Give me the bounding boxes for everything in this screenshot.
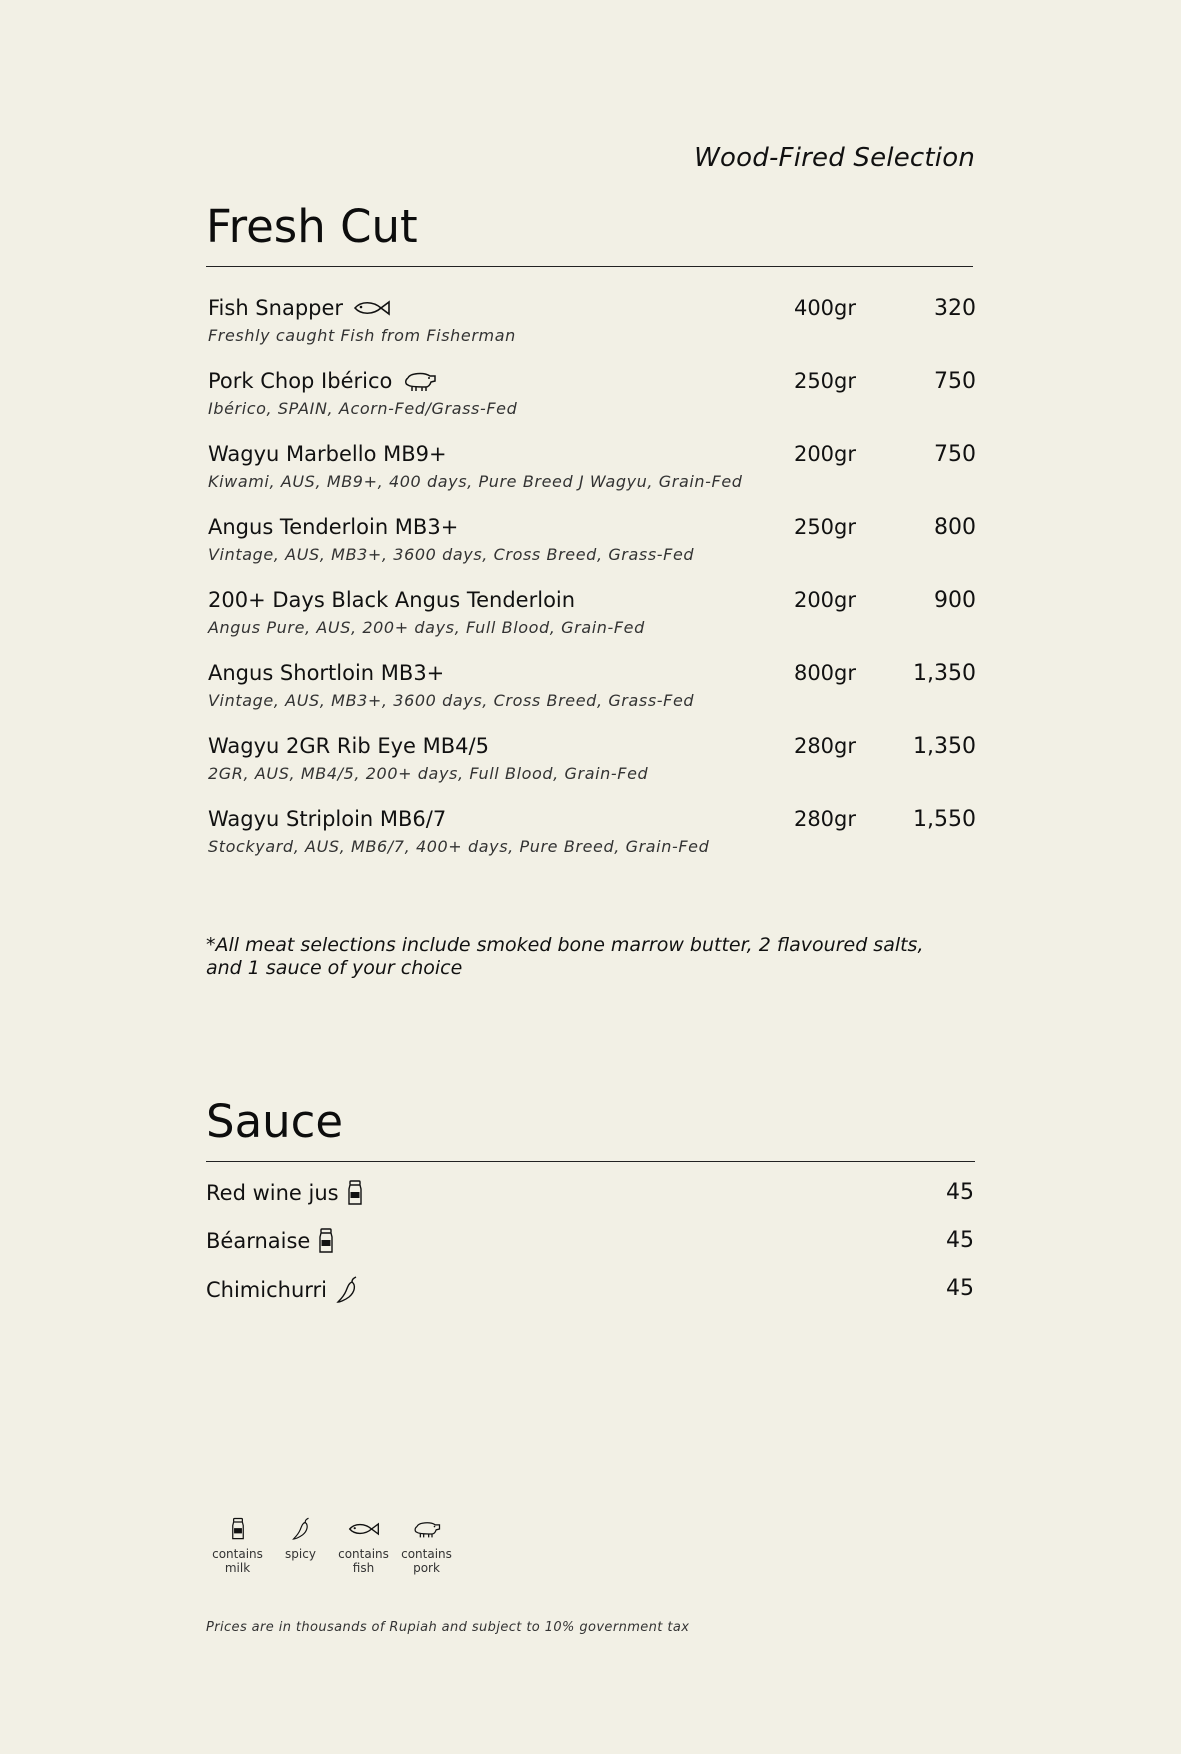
sauce-name: Chimichurri — [206, 1278, 327, 1302]
menu-item — [208, 515, 976, 575]
legend-label: spicy — [285, 1547, 316, 1561]
allergen-legend — [206, 1515, 458, 1575]
chili-icon — [335, 1276, 359, 1304]
item-price: 800 — [934, 515, 976, 540]
legend-item-milk — [206, 1515, 269, 1575]
item-name: Fish Snapper — [208, 296, 344, 320]
item-weight: 250gr — [793, 369, 856, 393]
item-weight: 200gr — [793, 588, 856, 612]
sauce-price: 45 — [946, 1276, 974, 1301]
item-price: 750 — [934, 442, 976, 467]
item-price: 1,550 — [913, 807, 976, 832]
menu-item — [208, 369, 976, 429]
item-name-row — [208, 369, 438, 393]
item-description: Stockyard, AUS, MB6/7, 400+ days, Pure Breed, Grain-Fed — [208, 837, 710, 856]
item-name-row — [208, 296, 391, 320]
item-weight: 200gr — [793, 442, 856, 466]
fish-icon — [353, 299, 391, 317]
sauce-name: Béarnaise — [206, 1229, 311, 1253]
menu-item — [208, 661, 976, 721]
item-description: Vintage, AUS, MB3+, 3600 days, Cross Breed, Grass-Fed — [208, 691, 695, 710]
fish-icon — [332, 1515, 395, 1543]
item-name: Angus Tenderloin MB3+ — [208, 515, 459, 539]
item-name-row — [208, 734, 489, 758]
menu-item — [208, 442, 976, 502]
item-weight: 250gr — [793, 515, 856, 539]
sauce-item — [206, 1276, 974, 1308]
item-description: Ibérico, SPAIN, Acorn-Fed/Grass-Fed — [208, 399, 518, 418]
sauce-name: Red wine jus — [206, 1181, 339, 1205]
item-name-row — [208, 807, 446, 831]
fresh-cut-title: Fresh Cut — [206, 200, 418, 253]
item-description: 2GR, AUS, MB4/5, 200+ days, Full Blood, Grain-Fed — [208, 764, 649, 783]
item-name-row — [208, 515, 458, 539]
menu-item — [208, 734, 976, 794]
sauce-divider — [206, 1161, 975, 1162]
item-price: 1,350 — [913, 661, 976, 686]
sauce-name-row — [206, 1276, 359, 1304]
sauce-title: Sauce — [206, 1095, 344, 1148]
item-name: Pork Chop Ibérico — [208, 369, 393, 393]
item-weight: 400gr — [793, 296, 856, 320]
item-description: Angus Pure, AUS, 200+ days, Full Blood, Grain-Fed — [208, 618, 645, 637]
item-name: Wagyu Marbello MB9+ — [208, 442, 447, 466]
item-price: 1,350 — [913, 734, 976, 759]
legend-label: contains fish — [338, 1547, 389, 1575]
milk-icon — [318, 1228, 334, 1254]
item-weight: 280gr — [793, 734, 856, 758]
sauce-name-row — [206, 1228, 334, 1254]
milk-icon — [206, 1515, 269, 1543]
legend-item-spicy — [269, 1515, 332, 1575]
menu-item — [208, 807, 976, 867]
pork-icon — [395, 1515, 458, 1543]
pork-icon — [402, 370, 438, 392]
price-disclaimer: Prices are in thousands of Rupiah and subject to 10% government tax — [206, 1620, 690, 1635]
item-weight: 800gr — [793, 661, 856, 685]
sauce-item — [206, 1228, 974, 1260]
item-price: 750 — [934, 369, 976, 394]
menu-item — [208, 588, 976, 648]
legend-label: contains milk — [212, 1547, 263, 1575]
fresh-cut-divider — [206, 266, 973, 267]
item-name-row — [208, 588, 575, 612]
sauce-item — [206, 1180, 974, 1212]
sauce-price: 45 — [946, 1180, 974, 1205]
item-name: Wagyu Striploin MB6/7 — [208, 807, 447, 831]
item-weight: 280gr — [793, 807, 856, 831]
selection-title: Wood-Fired Selection — [694, 143, 975, 173]
item-name: Wagyu 2GR Rib Eye MB4/5 — [208, 734, 489, 758]
item-price: 320 — [934, 296, 976, 321]
item-description: Freshly caught Fish from Fisherman — [208, 326, 516, 345]
item-name: 200+ Days Black Angus Tenderloin — [208, 588, 576, 612]
item-price: 900 — [934, 588, 976, 613]
item-name-row — [208, 661, 444, 685]
legend-item-fish — [332, 1515, 395, 1575]
legend-label: contains pork — [401, 1547, 452, 1575]
item-name-row — [208, 442, 447, 466]
item-description: Kiwami, AUS, MB9+, 400 days, Pure Breed J Wagyu, Grain-Fed — [208, 472, 743, 491]
menu-item — [208, 296, 976, 356]
sauce-name-row — [206, 1180, 363, 1206]
sauce-price: 45 — [946, 1228, 974, 1253]
item-name: Angus Shortloin MB3+ — [208, 661, 445, 685]
legend-item-pork — [395, 1515, 458, 1575]
meat-selection-note: *All meat selections include smoked bone marrow butter, 2 flavoured salts, and 1 sauce of your choice — [206, 934, 924, 979]
item-description: Vintage, AUS, MB3+, 3600 days, Cross Breed, Grass-Fed — [208, 545, 695, 564]
milk-icon — [347, 1180, 363, 1206]
chili-icon — [269, 1515, 332, 1543]
